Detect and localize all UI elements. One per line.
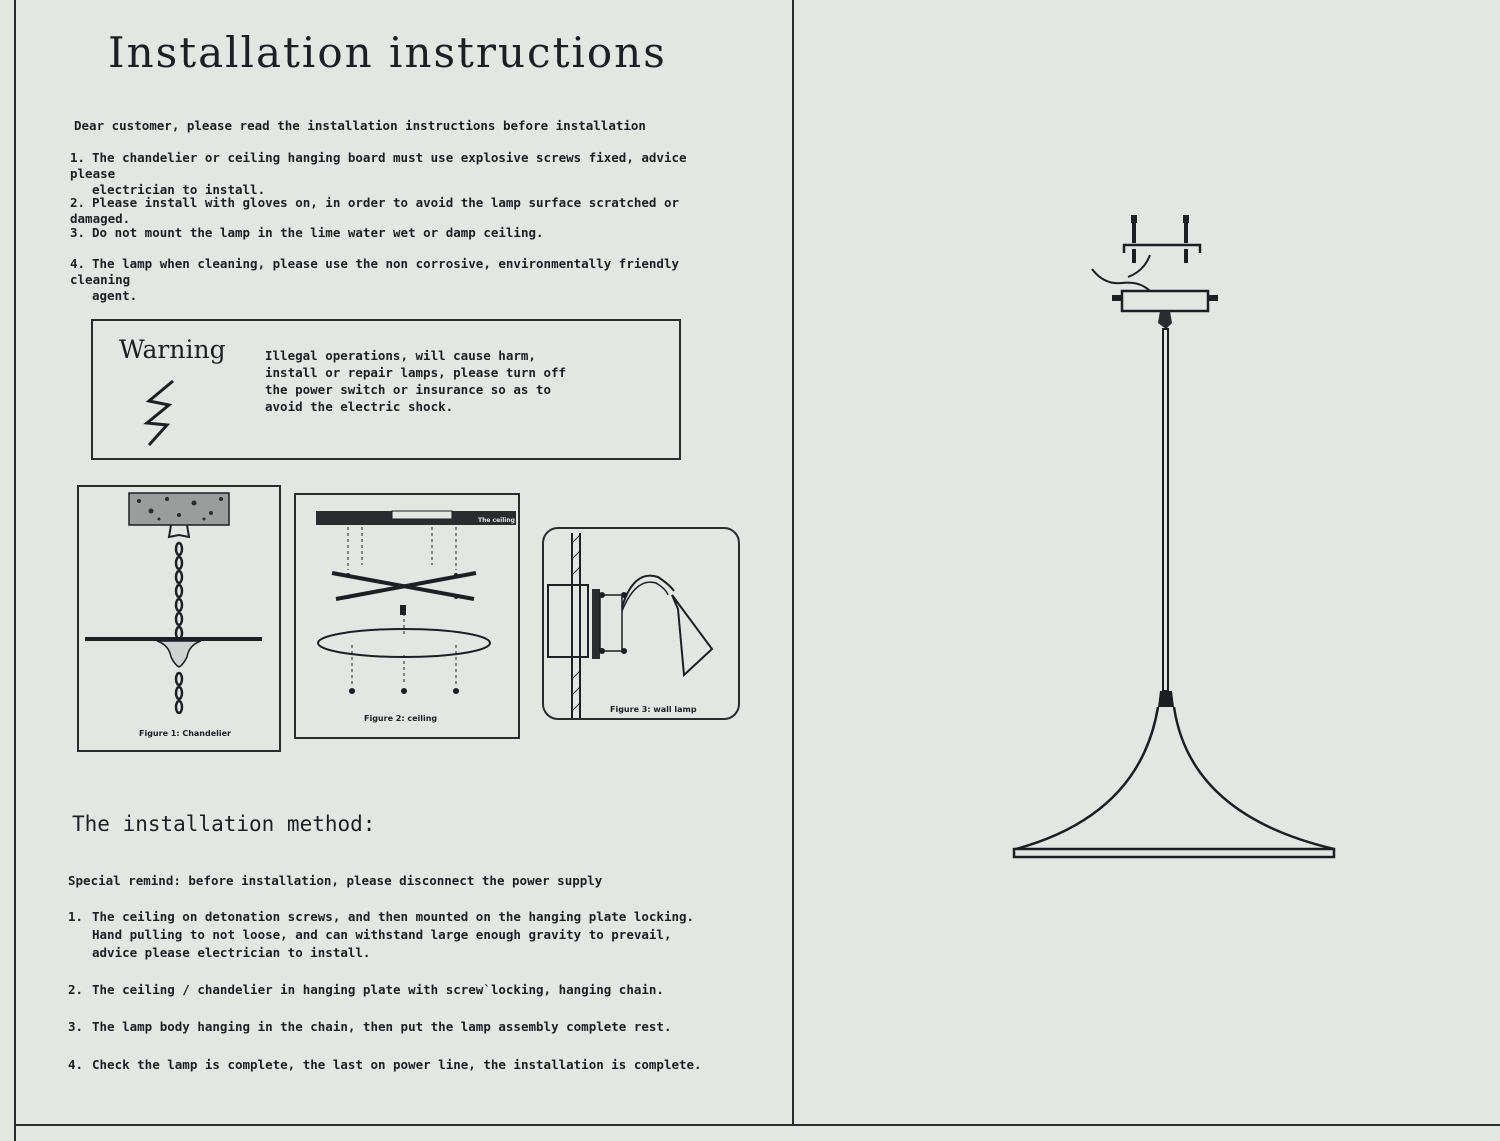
page-title: Installation instructions	[108, 28, 667, 77]
chandelier-illustration	[79, 487, 279, 750]
item-number: 4.	[70, 256, 86, 271]
warning-box	[91, 319, 681, 460]
item-number: 3.	[70, 225, 86, 240]
precaution-item	[70, 256, 730, 304]
method-step	[68, 1056, 768, 1074]
method-step	[68, 1018, 768, 1036]
pendant-lamp-illustration	[1000, 205, 1350, 870]
step-text: Check the lamp is complete, the last on power line, the installation is complete.	[92, 1057, 702, 1072]
sheet-border-bottom	[14, 1124, 1500, 1126]
precaution-item	[70, 225, 730, 241]
page-divider	[792, 0, 794, 1126]
figure-ceiling	[294, 493, 520, 739]
wall-lamp-illustration	[544, 529, 738, 718]
step-text: The ceiling / chandelier in hanging plate with screw`locking, hanging chain.	[92, 982, 664, 997]
sheet-border	[14, 0, 16, 1141]
step-number: 1.	[68, 909, 84, 924]
ceiling-label: The ceiling	[478, 517, 515, 524]
item-text: agent.	[92, 288, 138, 303]
precaution-item	[70, 195, 730, 227]
precaution-item	[70, 150, 730, 198]
method-step	[68, 981, 768, 999]
step-text: The lamp body hanging in the chain, then put the lamp assembly complete rest.	[92, 1019, 672, 1034]
figure-caption: Figure 1: Chandelier	[139, 729, 232, 738]
figure-caption: Figure 2: ceiling	[364, 714, 438, 723]
figure-wall-lamp	[542, 527, 740, 720]
step-number: 2.	[68, 982, 84, 997]
step-text: The ceiling on detonation screws, and then mounted on the hanging plate locking.	[92, 909, 695, 924]
step-text: advice please electrician to install.	[92, 945, 371, 960]
item-text: Please install with gloves on, in order to avoid the lamp surface scratched or damaged.	[70, 195, 679, 226]
lightning-icon	[143, 379, 183, 449]
figure-caption: Figure 3: wall lamp	[610, 705, 697, 714]
intro-text: Dear customer, please read the installation instructions before installation	[74, 118, 646, 133]
warning-text	[265, 347, 585, 415]
step-number: 4.	[68, 1057, 84, 1072]
warning-line: Illegal operations, will cause harm,	[265, 348, 536, 363]
special-remind: Special remind: before installation, please disconnect the power supply	[68, 873, 603, 888]
warning-line: avoid the electric shock.	[265, 399, 454, 414]
warning-line: the power switch or insurance so as to	[265, 382, 551, 397]
item-text: electrician to install.	[92, 182, 266, 197]
item-number: 2.	[70, 195, 86, 210]
item-text: The chandelier or ceiling hanging board must use explosive screws fixed, advice please	[70, 150, 687, 181]
step-number: 3.	[68, 1019, 84, 1034]
ceiling-illustration	[296, 495, 518, 737]
item-text: The lamp when cleaning, please use the non corrosive, environmentally friendly cleaning	[70, 256, 679, 287]
method-title: The installation method:	[72, 812, 376, 836]
method-step	[68, 908, 768, 962]
item-number: 1.	[70, 150, 86, 165]
warning-line: install or repair lamps, please turn off	[265, 365, 567, 380]
step-text: Hand pulling to not loose, and can withstand large enough gravity to prevail,	[92, 927, 672, 942]
figure-chandelier	[77, 485, 281, 752]
warning-title: Warning	[119, 335, 226, 364]
item-text: Do not mount the lamp in the lime water wet or damp ceiling.	[92, 225, 544, 240]
